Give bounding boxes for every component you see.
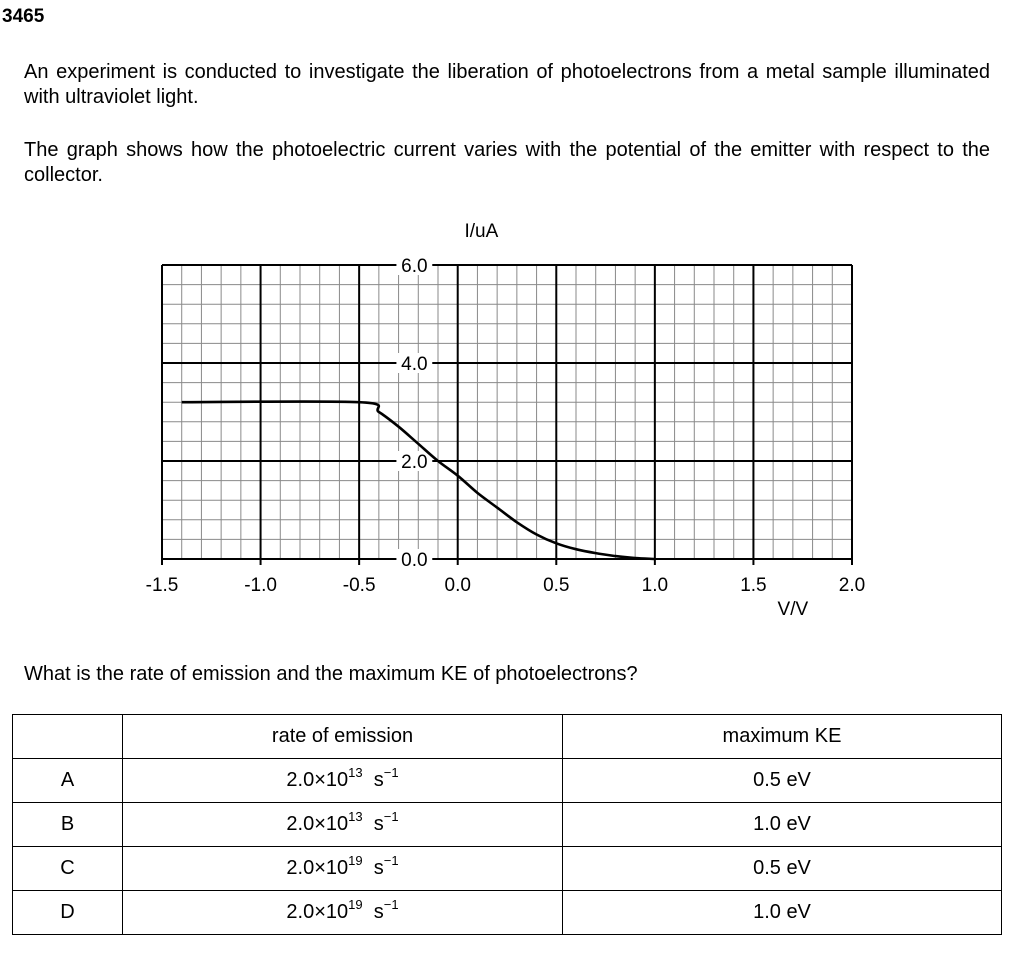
table-header-row	[13, 715, 1002, 759]
rate-unit: s	[373, 813, 384, 835]
rate-mantissa: 2.0	[286, 857, 315, 879]
question-number: 3465	[2, 6, 45, 27]
option-row-a[interactable]	[13, 759, 1002, 803]
rate-unit-exponent: −1	[383, 765, 399, 780]
x-tick-label: 0.0	[444, 575, 471, 596]
option-row-c[interactable]	[13, 847, 1002, 891]
rate-base: 10	[325, 813, 349, 835]
rate-unit: s	[373, 901, 384, 923]
x-tick-label: -1.5	[145, 575, 179, 596]
times-sign: ×	[314, 857, 326, 879]
times-sign: ×	[314, 813, 326, 835]
rate-exponent: 13	[348, 809, 363, 824]
intro-paragraph-2: The graph shows how the photoelectric current varies with the potential of the emitter with respect to the collector.	[24, 139, 990, 186]
y-tick-label: 2.0	[401, 452, 428, 473]
option-label: A	[13, 759, 123, 803]
x-tick-label: -1.0	[244, 575, 277, 596]
y-tick-label: 6.0	[401, 256, 428, 277]
rate-base: 10	[325, 901, 349, 923]
header-label-cell	[13, 715, 123, 759]
header-maximum-ke: maximum KE	[563, 715, 1002, 759]
maximum-ke-value: 0.5 eV	[563, 759, 1002, 803]
rate-of-emission-value	[123, 759, 563, 803]
rate-exponent: 13	[348, 765, 363, 780]
rate-of-emission-value	[123, 803, 563, 847]
rate-unit-exponent: −1	[383, 897, 399, 912]
option-row-b[interactable]	[13, 803, 1002, 847]
tick-labels	[146, 255, 866, 596]
rate-mantissa: 2.0	[286, 901, 315, 923]
x-tick-label: 2.0	[838, 575, 866, 596]
x-tick-label: 1.0	[641, 575, 669, 596]
question-prompt: What is the rate of emission and the maximum KE of photoelectrons?	[24, 663, 638, 685]
rate-base: 10	[325, 857, 349, 879]
y-tick-label: 0.0	[401, 550, 428, 571]
rate-mantissa: 2.0	[286, 769, 315, 791]
y-tick-label: 4.0	[401, 354, 428, 375]
rate-exponent: 19	[348, 853, 363, 868]
intro-paragraph-1: An experiment is conducted to investigate the liberation of photoelectrons from a metal sample illuminated with ultraviolet light.	[24, 61, 990, 108]
rate-unit-exponent: −1	[383, 809, 399, 824]
rate-unit-exponent: −1	[383, 853, 399, 868]
x-tick-label: 0.5	[543, 575, 570, 596]
option-label: D	[13, 891, 123, 935]
times-sign: ×	[314, 901, 326, 923]
maximum-ke-value: 1.0 eV	[563, 891, 1002, 935]
maximum-ke-value: 1.0 eV	[563, 803, 1002, 847]
rate-unit: s	[373, 769, 384, 791]
x-axis-label: V/V	[777, 599, 809, 620]
x-tick-label: 1.5	[740, 575, 767, 596]
option-label: C	[13, 847, 123, 891]
option-row-d[interactable]	[13, 891, 1002, 935]
current-voltage-graph	[0, 200, 1015, 630]
times-sign: ×	[314, 769, 326, 791]
option-label: B	[13, 803, 123, 847]
answer-options-table	[12, 714, 1002, 935]
rate-unit: s	[373, 857, 384, 879]
rate-base: 10	[325, 769, 349, 791]
maximum-ke-value: 0.5 eV	[563, 847, 1002, 891]
header-rate-of-emission: rate of emission	[123, 715, 563, 759]
rate-of-emission-value	[123, 847, 563, 891]
x-tick-label: -0.5	[342, 575, 376, 596]
rate-exponent: 19	[348, 897, 363, 912]
y-axis-label: I/uA	[464, 221, 499, 242]
rate-of-emission-value	[123, 891, 563, 935]
rate-mantissa: 2.0	[286, 813, 315, 835]
